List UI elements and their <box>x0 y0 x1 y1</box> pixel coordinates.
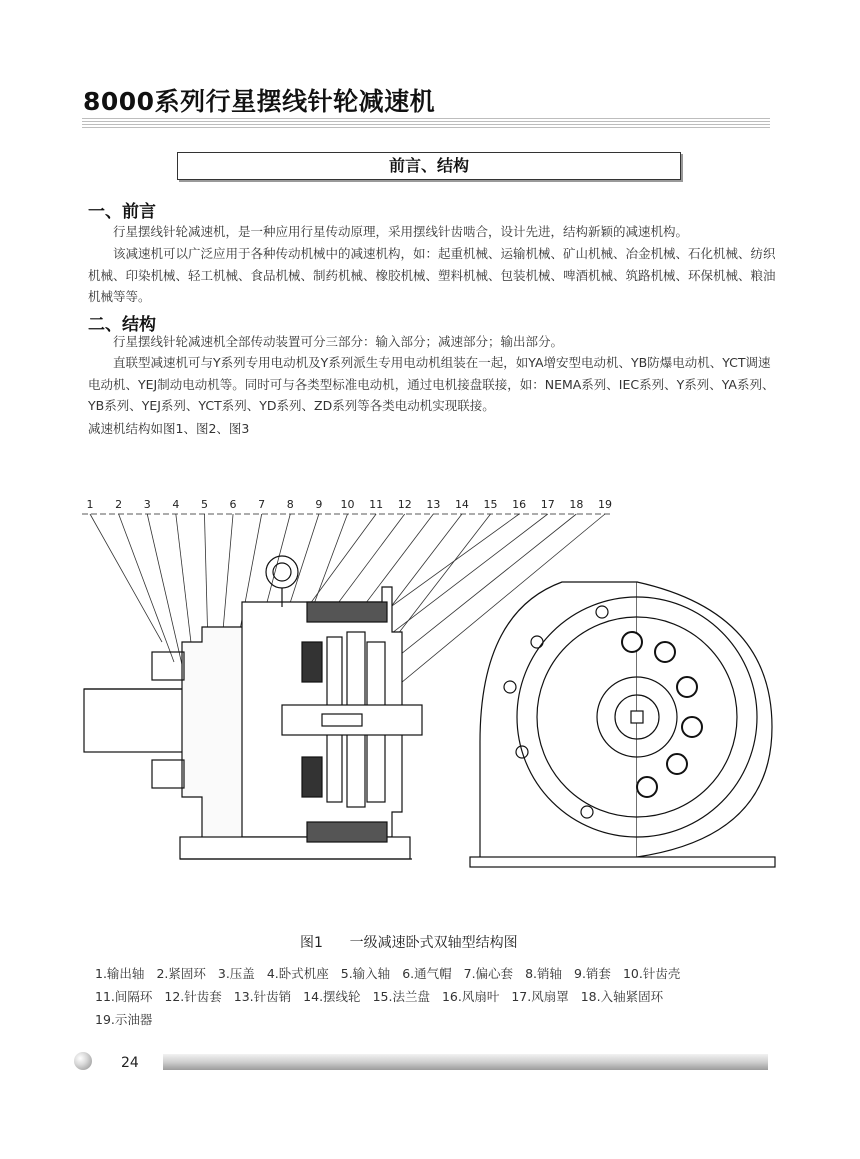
legend-item: 16.风扇叶 <box>441 989 500 1004</box>
legend-item: 6.通气帽 <box>402 966 452 981</box>
callout-label: 5 <box>200 498 208 511</box>
callout-label: 9 <box>315 498 323 511</box>
figure-caption-text: 一级减速卧式双轴型结构图 <box>349 935 518 951</box>
section2-heading: 二、结构 <box>88 315 156 335</box>
legend-item: 7.偏心套 <box>463 966 514 981</box>
callout-label: 6 <box>229 498 237 511</box>
legend-item: 17.风扇罩 <box>511 989 569 1004</box>
legend-item: 3.压盖 <box>217 966 255 981</box>
callout-label: 14 <box>454 498 469 511</box>
section1-paragraph: 行星摆线针轮减速机，是一种应用行星传动原理，采用摆线针齿啮合，设计先进，结构新颖的减速机构。 <box>113 224 689 239</box>
figure-caption <box>300 932 518 952</box>
legend-item: 12.针齿套 <box>164 989 222 1004</box>
legend-item: 18.入轴紧固环 <box>580 989 664 1004</box>
callout-label: 8 <box>286 498 294 511</box>
legend-item: 15.法兰盘 <box>372 989 430 1004</box>
leader-line <box>147 514 186 682</box>
legend-item: 10.针齿壳 <box>622 966 681 981</box>
legend-item: 4.卧式机座 <box>266 966 329 981</box>
callout-label: 12 <box>397 498 412 511</box>
legend-item: 9.销套 <box>574 966 611 981</box>
section2-paragraph: 行星摆线针轮减速机全部传动装置可分三部分：输入部分；减速部分；输出部分。 <box>113 334 564 349</box>
legend-item: 5.输入轴 <box>340 966 391 981</box>
callout-label: 1 <box>86 498 94 511</box>
callout-label: 18 <box>569 498 584 511</box>
leader-line <box>222 514 233 642</box>
footer-bar <box>163 1054 768 1070</box>
title-rule <box>82 118 770 129</box>
page-title: 8000系列行星摆线针轮减速机 <box>83 87 436 116</box>
page-number: 24 <box>121 1055 139 1071</box>
legend-item: 1.输出轴 <box>95 966 145 981</box>
callout-label: 11 <box>369 498 384 511</box>
section1-paragraph: 该减速机可以广泛应用于各种传动机械中的减速机构，如：起重机械、运输机械、矿山机械、冶金机械、石化机械、纺织机械、印染机械、轻工机械、食品机械、制药机械、橡胶机械、塑料机械、包装机械、啤酒机械、筑路机械、环保机械、粮油机械等等。 <box>88 246 776 304</box>
legend-item: 19.示油器 <box>95 1012 153 1027</box>
structure-figure <box>82 492 778 892</box>
callout-label: 10 <box>340 498 355 511</box>
callout-label: 17 <box>540 498 555 511</box>
legend-item: 2.紧固环 <box>156 966 206 981</box>
callout-label: 3 <box>143 498 151 511</box>
legend-item: 8.销轴 <box>525 966 562 981</box>
callout-label: 4 <box>172 498 180 511</box>
figure-caption-label: 图1 <box>300 935 323 951</box>
section1-heading: 一、前言 <box>88 202 156 222</box>
callout-label: 2 <box>115 498 123 511</box>
parts-legend <box>95 962 775 1031</box>
legend-item: 11.间隔环 <box>95 989 153 1004</box>
callout-label: 13 <box>426 498 441 511</box>
section2-paragraph: 减速机结构如图1、图2、图3 <box>88 421 250 436</box>
section2-paragraph: 直联型减速机可与Y系列专用电动机及Y系列派生专用电动机组装在一起，如YA增安型电动机、YB防爆电动机、YCT调速电动机、YEJ制动电动机等。同时可与各类型标准电动机，通过电机接盘联接，如：NEMA系列、IEC系列、Y系列、YA系列、YB系列、YEJ系列、YCT系列、YD系列、ZD系列等各类电动机实现联接。 <box>88 355 775 413</box>
callout-label: 16 <box>512 498 527 511</box>
leader-line <box>119 514 174 662</box>
legend-item: 13.针齿销 <box>233 989 292 1004</box>
callout-label: 19 <box>598 498 612 511</box>
callout-label: 7 <box>258 498 266 511</box>
end-view-drawing <box>470 582 775 867</box>
legend-item: 14.摆线轮 <box>303 989 361 1004</box>
section-title-box: 前言、结构 <box>177 152 681 180</box>
footer-ornament <box>74 1052 92 1070</box>
callout-label: 15 <box>483 498 498 511</box>
side-section-drawing <box>84 556 422 859</box>
